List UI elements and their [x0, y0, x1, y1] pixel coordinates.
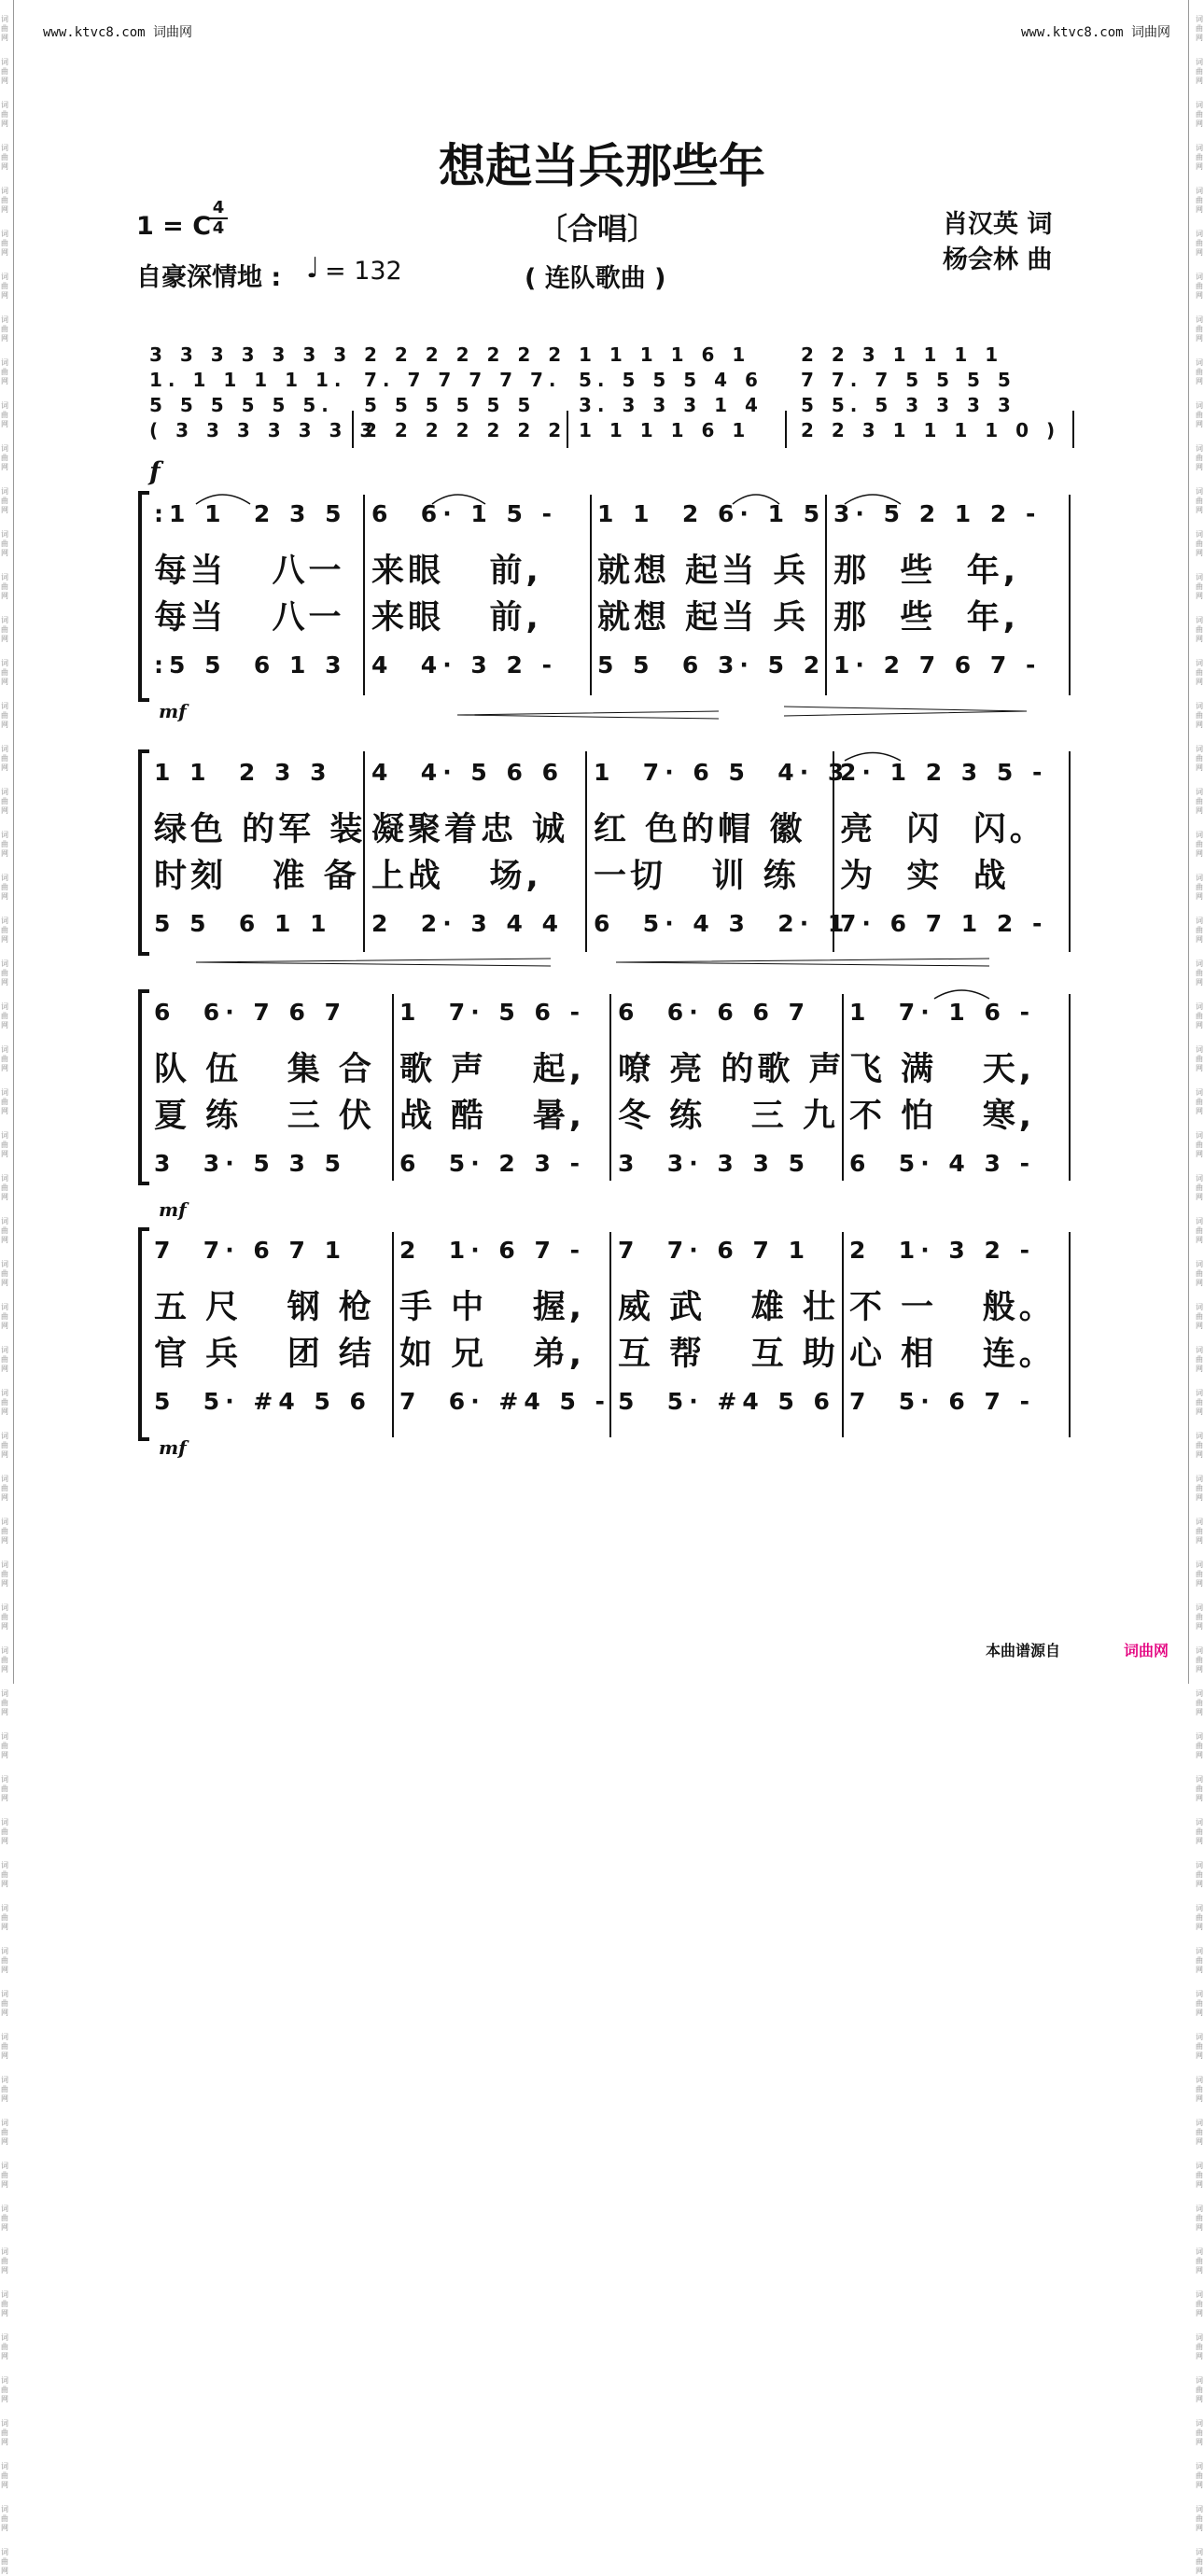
side-watermark-text: 词曲网 [1196, 2462, 1203, 2489]
intro-dynamic: f [149, 457, 161, 486]
side-watermark-text: 词曲网 [1196, 15, 1203, 42]
side-watermark-text: 词曲网 [1, 273, 8, 300]
side-watermark-text: 词曲网 [1, 15, 8, 42]
side-watermark-text: 词曲网 [1, 616, 8, 643]
side-watermark-text: 词曲网 [1196, 659, 1203, 686]
side-watermark-text: 词曲网 [1, 788, 8, 815]
intro-note-group: 1 1 1 1 6 1 [579, 419, 751, 441]
side-watermark-text: 词曲网 [1196, 616, 1203, 643]
lyric-verse2-bar: 一切 训 练 [594, 858, 800, 895]
side-watermark-text: 词曲网 [1, 702, 8, 729]
side-watermark-text: 词曲网 [1, 1732, 8, 1759]
side-watermark-text: 词曲网 [1, 358, 8, 385]
side-watermark-text: 词曲网 [1196, 1818, 1203, 1845]
side-watermark-text: 词曲网 [1, 2376, 8, 2403]
intro-note-group: 1 1 1 1 6 1 [579, 343, 751, 366]
side-watermark-text: 词曲网 [1196, 1518, 1203, 1545]
side-watermark-text: 词曲网 [1, 2162, 8, 2189]
side-watermark-text: 词曲网 [1, 444, 8, 471]
lyric-verse2-bar: 互 帮 互 助 [618, 1336, 839, 1373]
lyric-verse1-bar: 飞 满 天, [849, 1051, 1036, 1088]
lyric-verse1-bar: 每当 八一 [154, 553, 345, 590]
side-watermark-text: 词曲网 [1, 1904, 8, 1931]
lyric-verse2-bar: 心 相 连。 [849, 1336, 1056, 1373]
melody-bar: 2 1· 6 7 - [399, 1237, 585, 1264]
side-watermark-text: 词曲网 [1, 917, 8, 944]
lyric-verse1-bar: 就想 起当 兵 [597, 553, 810, 590]
side-watermark-text: 词曲网 [1, 1475, 8, 1502]
side-watermark-text: 词曲网 [1, 2333, 8, 2360]
melody-bar: 1 1 2 3 3 [154, 759, 332, 786]
side-watermark-text: 词曲网 [1196, 1432, 1203, 1459]
side-watermark-text: 词曲网 [1, 659, 8, 686]
melody-bar: 2 1· 3 2 - [849, 1237, 1035, 1264]
side-watermark-text: 词曲网 [1196, 58, 1203, 85]
side-watermark-text: 词曲网 [1196, 917, 1203, 944]
lyric-verse2-bar: 为 实 战 [840, 858, 1010, 895]
side-watermark-text: 词曲网 [1, 401, 8, 428]
side-watermark-text: 词曲网 [1, 874, 8, 901]
side-watermark-text: 词曲网 [1196, 1732, 1203, 1759]
side-watermark-text: 词曲网 [1196, 487, 1203, 514]
side-watermark-text: 词曲网 [1196, 1990, 1203, 2017]
key-signature: 1 = C [136, 212, 212, 241]
lyric-verse2-bar: 就想 起当 兵 [597, 599, 810, 637]
side-watermark-text: 词曲网 [1196, 2247, 1203, 2275]
time-numerator: 4 [212, 198, 225, 217]
side-watermark-text: 词曲网 [1, 2462, 8, 2489]
side-watermark-text: 词曲网 [1, 2205, 8, 2232]
tempo-text: 自豪深情地 : [136, 263, 282, 292]
side-watermark-text: 词曲网 [1, 58, 8, 85]
lyric-verse1-bar: 那 些 年, [833, 553, 1020, 590]
side-watermark-text: 词曲网 [1, 530, 8, 557]
side-watermark-text: 词曲网 [1, 1131, 8, 1158]
side-watermark-text: 词曲网 [1196, 1088, 1203, 1115]
intro-note-group: 2 2 2 2 2 2 2 [364, 343, 567, 366]
intro-note-group: 5 5 5 5 5 5. [149, 394, 334, 416]
harmony-bar: 2 2· 3 4 4 [371, 910, 564, 937]
harmony-bar: 5 5 6 3· 5 2 [597, 651, 826, 679]
melody-bar: :1 1 2 3 5 [154, 500, 347, 527]
side-watermark-text: 词曲网 [1196, 1561, 1203, 1588]
lyric-verse1-bar: 手 中 握, [399, 1289, 586, 1326]
intro-note-group: 3 3 3 3 3 3 3 [149, 343, 353, 366]
harmony-bar: 3 3· 5 3 5 [154, 1150, 346, 1177]
lyric-verse1-bar: 来眼 前, [371, 553, 542, 590]
harmony-bar: 7· 6 7 1 2 - [840, 910, 1048, 937]
side-watermark-text: 词曲网 [1, 1045, 8, 1072]
lyric-verse2-bar: 每当 八一 [154, 599, 345, 637]
side-watermark-text: 词曲网 [1, 315, 8, 343]
intro-note-group: 2 2 3 1 1 1 1 [801, 343, 1004, 366]
side-watermark-text: 词曲网 [1, 1990, 8, 2017]
side-watermark-text: 词曲网 [1, 745, 8, 772]
intro-note-group: 5. 5 5 5 4 6 [579, 369, 763, 391]
melody-bar: 1 7· 5 6 - [399, 999, 585, 1026]
side-watermark-text: 词曲网 [1196, 831, 1203, 858]
side-watermark-text: 词曲网 [1, 959, 8, 987]
side-watermark-text: 词曲网 [1, 1432, 8, 1459]
harmony-bar: 1· 2 7 6 7 - [833, 651, 1042, 679]
subtitle-song-type: ( 连队歌曲 ) [525, 264, 666, 293]
side-watermark-text: 词曲网 [1196, 1947, 1203, 1974]
side-watermark-text: 词曲网 [1196, 959, 1203, 987]
side-watermark-text: 词曲网 [1, 1260, 8, 1287]
side-watermark-text: 词曲网 [1196, 187, 1203, 214]
lyric-verse1-bar: 威 武 雄 壮 [618, 1289, 839, 1326]
intro-note-group: 2 2 2 2 2 2 2 [364, 419, 567, 441]
lyric-verse2-bar: 冬 练 三 九 [618, 1098, 839, 1135]
side-watermark-text: 词曲网 [1, 1861, 8, 1888]
side-watermark-text: 词曲网 [1, 1561, 8, 1588]
intro-note-group: 1. 1 1 1 1 1. [149, 369, 347, 391]
side-watermark-text: 词曲网 [1, 2290, 8, 2317]
harmony-bar: 6 5· 2 3 - [399, 1150, 585, 1177]
side-watermark-text: 词曲网 [1, 2033, 8, 2060]
harmony-bar: 5 5 6 1 1 [154, 910, 332, 937]
side-watermark-text: 词曲网 [1196, 702, 1203, 729]
side-watermark-text: 词曲网 [1, 2548, 8, 2575]
side-watermark-text: 词曲网 [1, 1346, 8, 1373]
side-watermark-text: 词曲网 [1, 2119, 8, 2146]
lyric-verse1-bar: 五 尺 钢 枪 [154, 1289, 375, 1326]
harmony-bar: 7 5· 6 7 - [849, 1388, 1035, 1415]
quarter-note-icon: ♩ [306, 252, 320, 285]
side-watermark-text: 词曲网 [1196, 230, 1203, 257]
side-watermark-text: 词曲网 [1, 1603, 8, 1631]
intro-note-group: 5 5 5 5 5 5 [364, 394, 537, 416]
side-watermark-text: 词曲网 [1, 1002, 8, 1029]
side-watermark-text: 词曲网 [1, 831, 8, 858]
side-watermark-text: 词曲网 [1, 1217, 8, 1244]
side-watermark-text: 词曲网 [1, 2505, 8, 2532]
melody-bar: 2· 1 2 3 5 - [840, 759, 1048, 786]
side-watermark-text: 词曲网 [1, 1689, 8, 1716]
melody-bar: 4 4· 5 6 6 [371, 759, 564, 786]
lyric-verse2-bar: 战 酷 暑, [399, 1098, 586, 1135]
side-watermark-text: 词曲网 [1196, 1475, 1203, 1502]
side-watermark-text: 词曲网 [1, 101, 8, 128]
dynamic-marking: mf [159, 1198, 187, 1221]
side-watermark-text: 词曲网 [1, 573, 8, 600]
side-watermark-text: 词曲网 [1, 187, 8, 214]
lyric-verse1-bar: 亮 闪 闪。 [840, 811, 1046, 848]
side-watermark-text: 词曲网 [1, 1174, 8, 1201]
melody-bar: 6 6· 1 5 - [371, 500, 557, 527]
side-watermark-text: 词曲网 [1196, 2505, 1203, 2532]
lyric-verse1-bar: 不 一 般。 [849, 1289, 1056, 1326]
intro-note-group: ( 3 3 3 3 3 3 3 [149, 419, 379, 441]
lyric-verse2-bar: 时刻 准 备 [154, 858, 360, 895]
lyric-verse2-bar: 来眼 前, [371, 599, 542, 637]
side-watermark-text: 词曲网 [1196, 530, 1203, 557]
melody-bar: 1 7· 1 6 - [849, 999, 1035, 1026]
harmony-bar: 6 5· 4 3 - [849, 1150, 1035, 1177]
side-watermark-text: 词曲网 [1196, 401, 1203, 428]
side-watermark-text: 词曲网 [1196, 1002, 1203, 1029]
melody-bar: 7 7· 6 7 1 [154, 1237, 346, 1264]
lyric-verse2-bar: 不 怕 寒, [849, 1098, 1036, 1135]
side-watermark-text: 词曲网 [1196, 573, 1203, 600]
side-watermark-text: 词曲网 [1196, 444, 1203, 471]
footer-source-text: 本曲谱源自 [986, 1642, 1061, 1659]
side-watermark-text: 词曲网 [1, 230, 8, 257]
side-watermark-text: 词曲网 [1, 1646, 8, 1673]
composer-credit: 杨会林 曲 [943, 245, 1053, 274]
side-watermark-text: 词曲网 [1196, 2162, 1203, 2189]
side-watermark-text: 词曲网 [1, 1947, 8, 1974]
intro-note-group: 2 2 3 1 1 1 1 0 ) [801, 419, 1061, 441]
site-watermark-left: www.ktvc8.com 词曲网 [43, 25, 193, 40]
intro-note-group: 7 7. 7 5 5 5 5 [801, 369, 1016, 391]
side-watermark-text: 词曲网 [1, 1088, 8, 1115]
melody-bar: 6 6· 6 6 7 [618, 999, 810, 1026]
side-watermark-text: 词曲网 [1196, 1131, 1203, 1158]
side-watermark-text: 词曲网 [1196, 2033, 1203, 2060]
side-watermark-text: 词曲网 [1196, 273, 1203, 300]
harmony-bar: 5 5· #4 5 6 [618, 1388, 835, 1415]
side-watermark-text: 词曲网 [1196, 1260, 1203, 1287]
melody-bar: 1 1 2 6· 1 5 [597, 500, 826, 527]
side-watermark-text: 词曲网 [1196, 1045, 1203, 1072]
side-watermark-text: 词曲网 [1196, 2205, 1203, 2232]
side-watermark-text: 词曲网 [1, 2247, 8, 2275]
side-watermark-text: 词曲网 [1196, 2119, 1203, 2146]
harmony-bar: 7 6· #4 5 - [399, 1388, 610, 1415]
side-watermark-text: 词曲网 [1196, 1646, 1203, 1673]
lyricist-credit: 肖汉英 词 [943, 210, 1053, 239]
side-watermark-text: 词曲网 [1196, 144, 1203, 171]
side-watermark-text: 词曲网 [1196, 315, 1203, 343]
side-watermark-text: 词曲网 [1196, 2419, 1203, 2446]
side-watermark-text: 词曲网 [1196, 2548, 1203, 2575]
subtitle-chorus: 〔合唱〕 [538, 211, 658, 246]
site-watermark-right: www.ktvc8.com 词曲网 [1020, 25, 1170, 40]
harmony-bar: 4 4· 3 2 - [371, 651, 557, 679]
side-watermark-text: 词曲网 [1, 1389, 8, 1416]
melody-bar: 6 6· 7 6 7 [154, 999, 346, 1026]
lyric-verse2-bar: 官 兵 团 结 [154, 1336, 375, 1373]
side-watermark-text: 词曲网 [1, 487, 8, 514]
side-watermark-text: 词曲网 [1196, 101, 1203, 128]
side-watermark-text: 词曲网 [1196, 358, 1203, 385]
side-watermark-text: 词曲网 [1196, 2376, 1203, 2403]
lyric-verse1-bar: 嘹 亮 的歌 声 [618, 1051, 846, 1088]
intro-note-group: 7. 7 7 7 7 7. [364, 369, 562, 391]
footer-site-link[interactable]: 词曲网 [1124, 1642, 1169, 1659]
lyric-verse1-bar: 歌 声 起, [399, 1051, 586, 1088]
lyric-verse1-bar: 红 色的帽 徽 [594, 811, 806, 848]
intro-note-group: 5 5. 5 3 3 3 3 [801, 394, 1016, 416]
side-watermark-text: 词曲网 [1196, 2290, 1203, 2317]
side-watermark-text: 词曲网 [1196, 1346, 1203, 1373]
side-watermark-text: 词曲网 [1, 144, 8, 171]
lyric-verse2-bar: 如 兄 弟, [399, 1336, 586, 1373]
lyric-verse2-bar: 上战 场, [371, 858, 542, 895]
melody-bar: 7 7· 6 7 1 [618, 1237, 810, 1264]
side-watermark-text: 词曲网 [1, 2419, 8, 2446]
melody-bar: 3· 5 2 1 2 - [833, 500, 1042, 527]
side-watermark-text: 词曲网 [1196, 1904, 1203, 1931]
side-watermark-text: 词曲网 [1196, 1303, 1203, 1330]
side-watermark-text: 词曲网 [1196, 1775, 1203, 1802]
side-watermark-text: 词曲网 [1196, 2333, 1203, 2360]
time-denominator: 4 [209, 217, 228, 238]
side-watermark-text: 词曲网 [1, 2076, 8, 2103]
harmony-bar: :5 5 6 1 3 [154, 651, 347, 679]
side-watermark-text: 词曲网 [1196, 874, 1203, 901]
side-watermark-text: 词曲网 [1196, 1689, 1203, 1716]
dynamic-marking: mf [159, 700, 187, 722]
melody-bar: 1 7· 6 5 4· 3 [594, 759, 850, 786]
side-watermark-text: 词曲网 [1196, 1603, 1203, 1631]
lyric-verse1-bar: 凝聚着忠 诚 [371, 811, 569, 848]
side-watermark-text: 词曲网 [1196, 745, 1203, 772]
side-watermark-text: 词曲网 [1196, 1174, 1203, 1201]
tempo-value: = 132 [325, 257, 402, 286]
lyric-verse2-bar: 那 些 年, [833, 599, 1020, 637]
harmony-bar: 6 5· 4 3 2· 1 [594, 910, 850, 937]
harmony-bar: 5 5· #4 5 6 [154, 1388, 371, 1415]
intro-note-group: 3. 3 3 3 1 4 [579, 394, 763, 416]
side-watermark-text: 词曲网 [1196, 1217, 1203, 1244]
lyric-verse2-bar: 夏 练 三 伏 [154, 1098, 375, 1135]
side-watermark-text: 词曲网 [1, 1775, 8, 1802]
lyric-verse1-bar: 队 伍 集 合 [154, 1051, 375, 1088]
side-watermark-text: 词曲网 [1196, 1389, 1203, 1416]
side-watermark-text: 词曲网 [1, 1818, 8, 1845]
lyric-verse1-bar: 绿色 的军 装 [154, 811, 367, 848]
dynamic-marking: mf [159, 1436, 187, 1459]
side-watermark-text: 词曲网 [1196, 788, 1203, 815]
harmony-bar: 3 3· 3 3 5 [618, 1150, 810, 1177]
side-watermark-text: 词曲网 [1196, 1861, 1203, 1888]
side-watermark-text: 词曲网 [1, 1303, 8, 1330]
song-title: 想起当兵那些年 [439, 139, 765, 193]
side-watermark-text: 词曲网 [1, 1518, 8, 1545]
side-watermark-text: 词曲网 [1196, 2076, 1203, 2103]
